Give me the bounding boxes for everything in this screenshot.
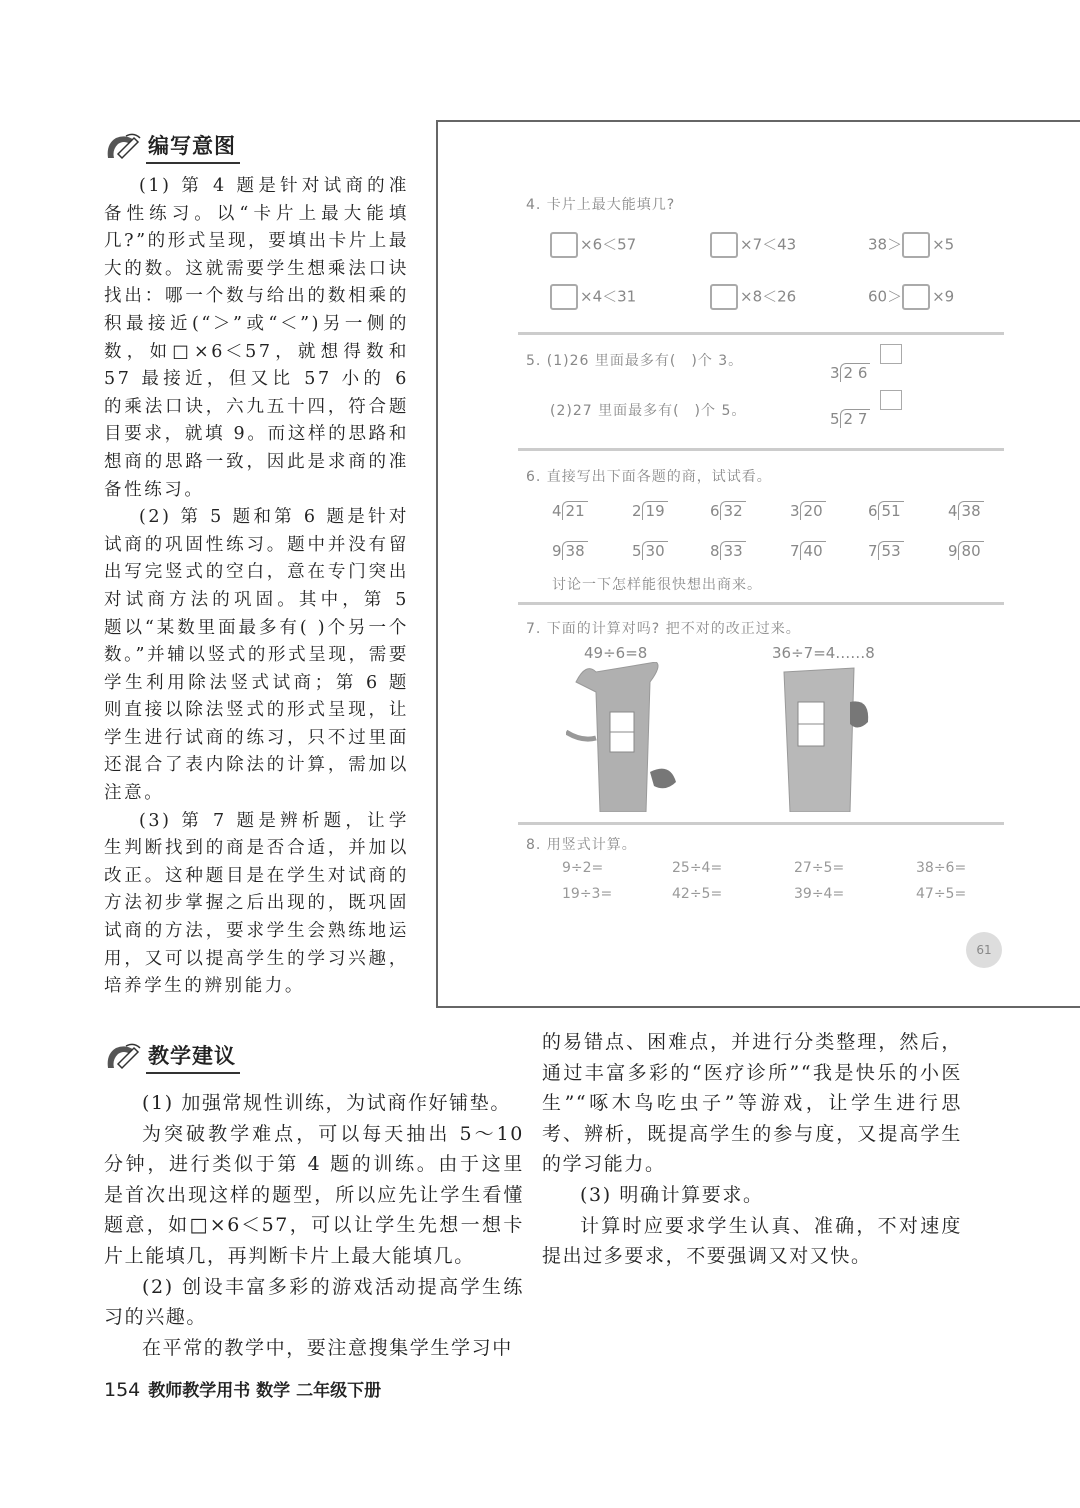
division-item: 7 53	[868, 542, 904, 560]
division-item: 4 38	[948, 502, 984, 520]
tree-woodpecker-illustration	[566, 662, 686, 816]
q4-item: ×4＜31	[550, 284, 636, 310]
q8-row-2	[562, 886, 1012, 906]
q6-note: 讨论一下怎样能很快想出商来。	[552, 577, 762, 593]
divider	[518, 822, 1004, 825]
textbook-page-number: 61	[966, 932, 1002, 968]
division-item: 9 38	[552, 542, 588, 560]
divider	[518, 448, 1004, 451]
calc-item: 25÷4=	[672, 860, 723, 876]
division-item: 4 21	[552, 502, 588, 520]
page-number: 154	[104, 1379, 141, 1401]
advice-right-column	[542, 1027, 962, 1272]
q5-line-2: (2)27 里面最多有( )个 5。	[550, 403, 747, 419]
q4-item: ×6＜57	[550, 232, 636, 258]
advice-paragraph: 的易错点、困难点，并进行分类整理，然后，通过丰富多彩的“医疗诊所”“我是快乐的小医生”“啄木鸟吃虫子”等游戏，让学生进行思考、辨析，既提高学生的参与度，又提高学生的学习能力。	[542, 1031, 962, 1176]
advice-paragraph: (2) 创设丰富多彩的游戏活动提高学生练习的兴趣。	[104, 1275, 524, 1329]
q6-row-1	[552, 502, 1002, 528]
advice-paragraph: (3) 明确计算要求。	[580, 1183, 764, 1206]
division-item: 8 33	[710, 542, 746, 560]
calc-item: 9÷2=	[562, 860, 604, 876]
intent-paragraph-1: (1) 第 4 题是针对试商的准备性练习。以“卡片上最大能填几?”的形式呈现，要填出卡片上最大的数。这就需要学生想乘法口诀找出：哪一个数与给出的数相乘的积最接近(“＞”或“＜”)另一侧的数，如□×6＜57，就想得数和 57 最接近，但又比 57 小的 6 的乘法口诀，六九五十四，符合题目要求，就填 9。而这样的思路和想商的思路一致，因此是求商的准备性练习。	[104, 176, 409, 500]
q4-item: ×7＜43	[710, 232, 796, 258]
fill-card	[710, 284, 738, 310]
q8-row-1	[562, 860, 1012, 880]
calc-item: 42÷5=	[672, 886, 723, 902]
division-item: 3 20	[790, 502, 826, 520]
divider	[518, 332, 1004, 335]
calc-item: 38÷6=	[916, 860, 967, 876]
division-item: 9 80	[948, 542, 984, 560]
intent-section-header	[104, 128, 240, 166]
q5-division-2: 5 2 7	[830, 390, 902, 428]
q7-title: 7. 下面的计算对吗? 把不对的改正过来。	[526, 621, 801, 637]
fill-card	[902, 284, 930, 310]
advice-section-title: 教学建议	[146, 1040, 240, 1074]
q4-item: 60＞ ×9	[868, 284, 954, 310]
q5-line-1: 5. (1)26 里面最多有( )个 3。	[526, 353, 744, 369]
advice-paragraph: 为突破教学难点，可以每天抽出 5～10 分钟，进行类似于第 4 题的训练。由于这里是首次出现这样的题型，所以应先让学生看懂题意，如□×6＜57，可以让学生先想一想卡片上能填几，再判断卡片上最大能填几。	[104, 1122, 524, 1267]
advice-left-column	[104, 1088, 524, 1363]
calc-item: 19÷3=	[562, 886, 613, 902]
advice-paragraph: 在平常的教学中，要注意搜集学生学习中	[142, 1336, 513, 1359]
division-item: 6 32	[710, 502, 746, 520]
divider	[518, 602, 1004, 605]
fill-card	[550, 232, 578, 258]
division-item: 2 19	[632, 502, 668, 520]
fill-card	[902, 232, 930, 258]
book-title: 教师教学用书 数学 二年级下册	[148, 1381, 382, 1401]
q6-row-2	[552, 542, 1002, 568]
q7-expression-2: 36÷7=4……8	[772, 644, 875, 662]
q8-title: 8. 用竖式计算。	[526, 837, 637, 853]
calc-item: 47÷5=	[916, 886, 967, 902]
division-item: 7 40	[790, 542, 826, 560]
advice-paragraph: 计算时应要求学生认真、准确，不对速度提出过多要求，不要强调又对又快。	[542, 1214, 962, 1268]
fill-card	[550, 284, 578, 310]
pencil-hand-icon	[104, 1042, 144, 1072]
q5-division-1: 3 2 6	[830, 344, 902, 382]
intent-paragraph-3: (3) 第 7 题是辨析题，让学生判断找到的商是否合适，并加以改正。这种题目是在学生对试商的方法初步掌握之后出现的，既巩固试商的方法，要求学生会熟练地运用，又可以提高学生的学习兴趣，培养学生的辨别能力。	[104, 810, 409, 997]
q4-title: 4. 卡片上最大能填几?	[526, 197, 676, 213]
intent-text	[104, 173, 409, 1001]
textbook-page-excerpt	[436, 120, 1080, 1008]
calc-item: 27÷5=	[794, 860, 845, 876]
q4-item: ×8＜26	[710, 284, 796, 310]
tree-woodpecker-illustration	[774, 662, 874, 816]
pencil-hand-icon	[104, 132, 144, 162]
q4-items	[550, 226, 980, 326]
advice-section-header	[104, 1038, 240, 1076]
division-item: 5 30	[632, 542, 668, 560]
q6-title: 6. 直接写出下面各题的商，试试看。	[526, 469, 772, 485]
q7-expression-1: 49÷6=8	[584, 644, 648, 662]
advice-paragraph: (1) 加强常规性训练，为试商作好铺垫。	[142, 1092, 511, 1114]
fill-card	[710, 232, 738, 258]
calc-item: 39÷4=	[794, 886, 845, 902]
division-item: 6 51	[868, 502, 904, 520]
intent-section-title: 编写意图	[146, 130, 240, 164]
intent-paragraph-2: (2) 第 5 题和第 6 题是针对试商的巩固性练习。题中并没有留出写完竖式的空白，意在专门突出对试商方法的巩固。其中，第 5 题以“某数里面最多有( )个另一个数。”并辅以竖式的形式呈现，需要学生利用除法竖式试商；第 6 题则直接以除法竖式的形式呈现，让学生进行试商的练习，只不过里面还混合了表内除法的计算，需加以注意。	[104, 507, 409, 804]
page-footer	[104, 1376, 381, 1401]
q4-item: 38＞ ×5	[868, 232, 954, 258]
